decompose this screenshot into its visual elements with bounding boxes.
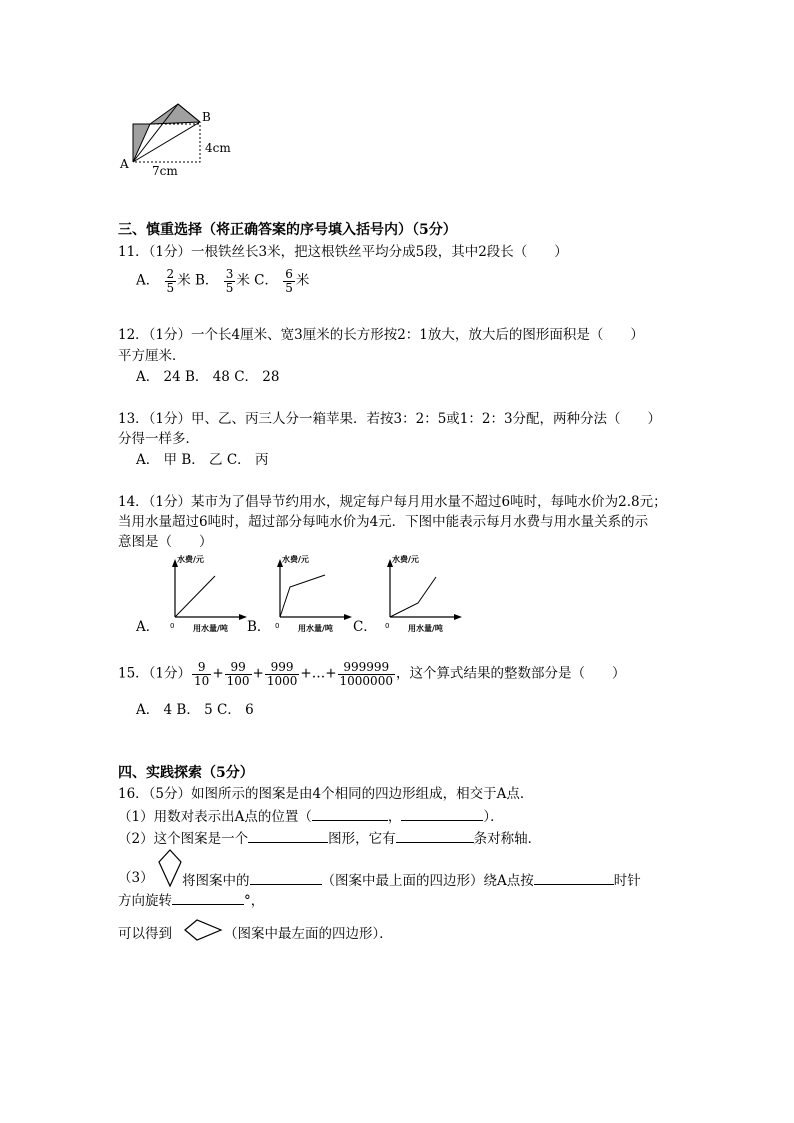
q13-line2: 分得一样多． xyxy=(118,431,199,447)
q15-term4 xyxy=(338,661,395,687)
q16-p3-text-c: 时针 xyxy=(613,873,641,889)
q12-options: A． 24 B． 48 C． 28 xyxy=(136,369,280,385)
q15-ellipsis: +…+ xyxy=(300,665,337,682)
q16-p1-comma: ， xyxy=(387,809,402,825)
graph-c-x-arrow xyxy=(454,614,462,620)
q11-c-den: 5 xyxy=(285,280,293,295)
q11-opt-c: C． xyxy=(254,272,278,289)
q11-options xyxy=(136,268,309,294)
q15-t4-num: 999999 xyxy=(338,661,395,675)
q13-options: A． 甲 B． 乙 C． 丙 xyxy=(136,452,269,468)
graph-b-origin: 0 xyxy=(275,622,280,630)
graph-a-x-label: 用水量/吨 xyxy=(193,624,228,633)
section4-title: 四、实践探索（5分） xyxy=(118,765,254,781)
q11-fraction-b xyxy=(224,268,236,294)
q16-p2-text-b: 图形，它有 xyxy=(328,831,396,847)
graph-c-line xyxy=(390,577,436,617)
q12-line1: 12．（1分）一个长4厘米、宽3厘米的长方形按2：1放大，放大后的图形面积是（ ） xyxy=(118,327,644,343)
label-width: 7cm xyxy=(152,164,178,178)
q15-term1 xyxy=(192,661,211,687)
q11-b-den: 5 xyxy=(225,280,234,295)
label-b: B xyxy=(202,110,211,124)
q11-a-den: 5 xyxy=(166,280,175,295)
q14-line2: 当用水量超过6吨时，超过部分每吨水价为4元．下图中能表示每月水费与用水量关系的示 xyxy=(118,514,649,530)
q16-blank-4[interactable] xyxy=(396,830,474,843)
graph-c-y-label: 水费/元 xyxy=(392,555,419,564)
q16-part3-line1 xyxy=(182,872,641,889)
graph-c-origin: 0 xyxy=(385,622,390,630)
q16-p3-line3-text-a: 可以得到 xyxy=(118,926,172,942)
q11-opt-a: A． xyxy=(136,272,160,289)
q15-term2 xyxy=(225,661,252,687)
q11-fraction-a xyxy=(165,268,177,294)
graph-b xyxy=(270,553,355,635)
section3-title: 三、慎重选择（将正确答案的序号填入括号内）（5分） xyxy=(118,222,457,238)
q16-blank-3[interactable] xyxy=(248,830,328,843)
q11-opt-b: B． xyxy=(194,272,219,289)
q15-t2-den: 100 xyxy=(226,673,250,688)
graph-b-x-label: 用水量/吨 xyxy=(298,624,333,633)
q15-plus2: + xyxy=(252,665,264,682)
q15-t1-num: 9 xyxy=(192,661,211,675)
q16-p3-num: （3） xyxy=(118,870,154,886)
q16-p1-end: ）． xyxy=(483,809,504,825)
graph-c-x-label: 用水量/吨 xyxy=(408,624,443,633)
q14-line1: 14．（1分）某市为了倡导节约用水，规定每户每月用水量不超过6吨时，每吨水价为2.8元； xyxy=(118,494,667,510)
graph-b-x-arrow xyxy=(344,614,352,620)
graph-a-line xyxy=(175,576,215,617)
q16-part3-line3-b: （图案中最左面的四边形）． xyxy=(224,926,393,942)
graph-b-y-label: 水费/元 xyxy=(282,555,309,564)
kite-horizontal-icon xyxy=(183,918,223,942)
kite-vertical-icon xyxy=(157,848,183,888)
graph-c xyxy=(380,553,465,635)
q15-options: A． 4 B． 5 C． 6 xyxy=(136,702,254,718)
q14-opt-c: C． xyxy=(353,619,377,635)
q15-line xyxy=(118,661,625,687)
graph-b-line xyxy=(280,575,325,617)
q15-t3-den: 1000 xyxy=(266,673,298,688)
q14-opt-b: B． xyxy=(247,619,271,635)
q15-t2-num: 99 xyxy=(225,661,252,675)
q12-line2: 平方厘米． xyxy=(118,348,186,364)
graph-a-y-label: 水费/元 xyxy=(177,555,204,564)
q11-text: 11．（1分）一根铁丝长3米，把这根铁丝平均分成5段，其中2段长（ ） xyxy=(118,244,568,260)
q11-b-unit: 米 xyxy=(236,272,250,289)
q16-p1-text: （1）用数对表示出A点的位置（ xyxy=(118,809,312,825)
q11-c-unit: 米 xyxy=(295,272,310,289)
q16-part3-line2 xyxy=(118,892,264,909)
q15-prefix: 15．（1分） xyxy=(118,665,192,682)
q11-b-num: 3 xyxy=(225,267,234,281)
label-a: A xyxy=(120,157,129,171)
q16-intro: 16．（5分）如图所示的图案是由4个相同的四边形组成，相交于A点． xyxy=(118,786,534,802)
graph-a-x-arrow xyxy=(239,614,247,620)
q16-p2-text-a: （2）这个图案是一个 xyxy=(118,831,249,847)
q15-t3-num: 999 xyxy=(265,661,300,675)
q16-p3-text-b: （图案中最上面的四边形）绕A点按 xyxy=(321,873,534,889)
q11-c-num: 6 xyxy=(285,267,293,281)
q11-fraction-c xyxy=(283,268,295,294)
q16-blank-1[interactable] xyxy=(312,808,388,821)
label-height: 4cm xyxy=(205,141,231,155)
q16-blank-7[interactable] xyxy=(172,892,244,905)
q16-blank-6[interactable] xyxy=(534,872,614,885)
q16-p3-text-a: 将图案中的 xyxy=(182,873,250,889)
q16-part2 xyxy=(118,830,541,847)
q16-part1 xyxy=(118,808,504,825)
q14-opt-a: A． xyxy=(136,619,160,635)
q15-t4-den: 1000000 xyxy=(339,673,393,688)
q16-p3-line2-text-b: °， xyxy=(244,893,265,909)
q11-a-num: 2 xyxy=(166,267,175,281)
q16-p2-text-c: 条对称轴． xyxy=(473,831,542,847)
shaded-triangle-top xyxy=(150,104,200,124)
graph-a xyxy=(165,553,250,635)
q15-plus1: + xyxy=(212,665,224,682)
q14-line3: 意图是（ ） xyxy=(118,534,213,550)
q15-suffix: ，这个算式结果的整数部分是（ ） xyxy=(395,665,626,682)
q16-blank-2[interactable] xyxy=(401,808,483,821)
q13-line1: 13．（1分）甲、乙、丙三人分一箱苹果．若按3：2：5或1：2：3分配，两种分法（ ） xyxy=(118,411,662,427)
q11-a-unit: 米 xyxy=(177,272,191,289)
q16-p3-line2-text-a: 方向旋转 xyxy=(118,893,172,909)
q15-term3 xyxy=(265,661,300,687)
graph-a-origin: 0 xyxy=(170,622,175,630)
q16-blank-5[interactable] xyxy=(250,872,322,885)
q16-part3-line3 xyxy=(118,928,172,942)
q15-t1-den: 10 xyxy=(194,673,210,688)
